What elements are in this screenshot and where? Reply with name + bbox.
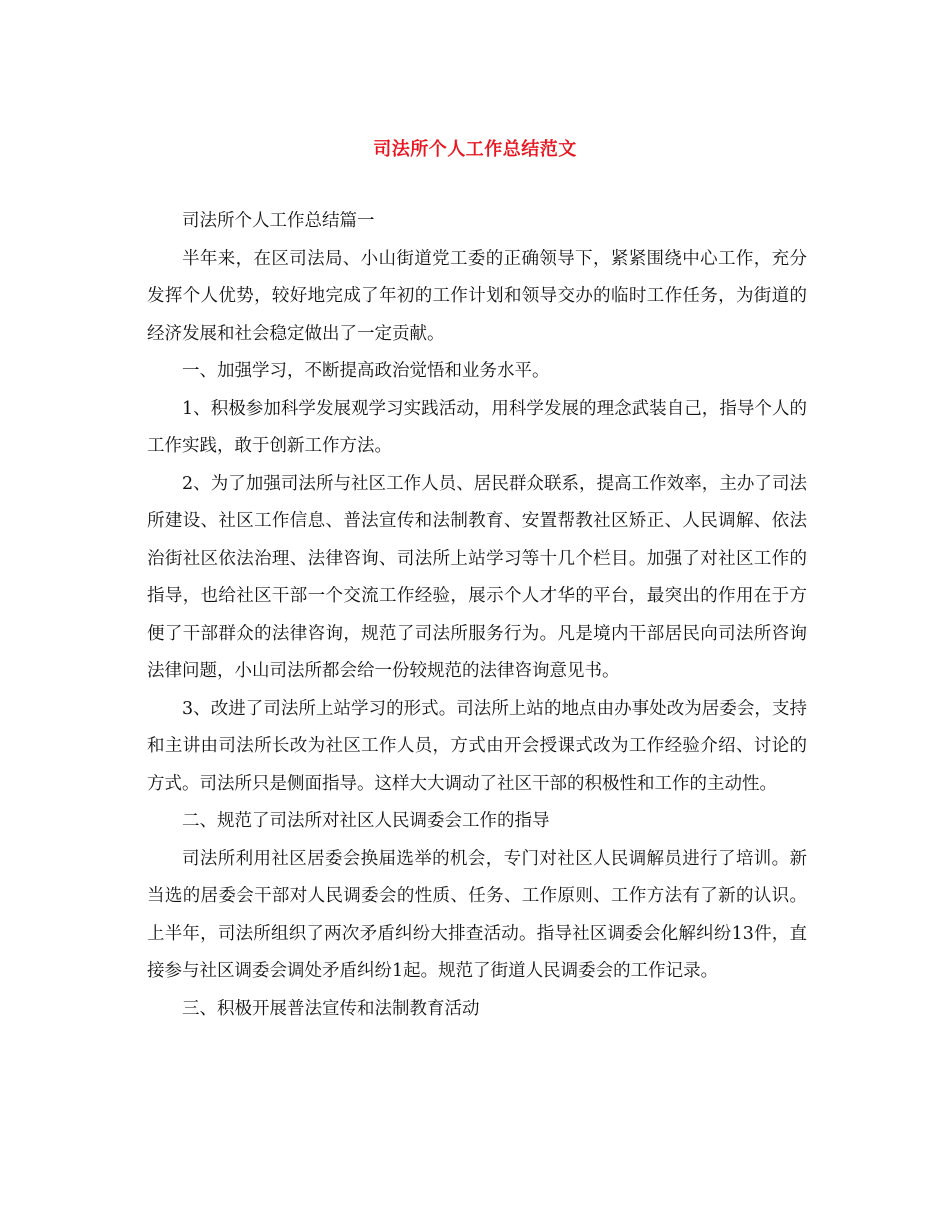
paragraph: 3、改进了司法所上站学习的形式。司法所上站的地点由办事处改为居委会，支持和主讲由司法所长改为社区工作人员，方式由开会授课式改为工作经验介绍、讨论的方式。司法所只是侧面指导。这样大大调动了社区干部的积极性和工作的主动性。 — [147, 698, 807, 794]
document-body — [147, 203, 807, 1028]
section-heading: 二、规范了司法所对社区人民调委会工作的指导 — [182, 811, 550, 831]
paragraph: 司法所利用社区居委会换届选举的机会，专门对社区人民调解员进行了培训。新当选的居委会干部对人民调委会的性质、任务、工作原则、工作方法有了新的认识。上半年，司法所组织了两次矛盾纠纷大排查活动。指导社区调委会化解纠纷13件，直接参与社区调委会调处矛盾纠纷1起。规范了街道人民调委会的工作记录。 — [147, 848, 807, 981]
paragraph: 1、积极参加科学发展观学习实践活动，用科学发展的理念武装自己，指导个人的工作实践，敢于创新工作方法。 — [147, 398, 807, 456]
section-heading: 一、加强学习，不断提高政治觉悟和业务水平。 — [182, 361, 550, 381]
document-title: 司法所个人工作总结范文 — [373, 139, 577, 160]
section-heading: 三、积极开展普法宣传和法制教育活动 — [182, 998, 480, 1019]
paragraph: 2、为了加强司法所与社区工作人员、居民群众联系，提高工作效率，主办了司法所建设、社区工作信息、普法宣传和法制教育、安置帮教社区矫正、人民调解、依法治街社区依法治理、法律咨询、司法所上站学习等十几个栏目。加强了对社区工作的指导，也给社区干部一个交流工作经验，展示个人才华的平台，最突出的作用在于方便了干部群众的法律咨询，规范了司法所服务行为。凡是境内干部居民向司法所咨询法律问题，小山司法所都会给一份较规范的法律咨询意见书。 — [147, 473, 807, 681]
section-heading: 司法所个人工作总结篇一 — [182, 211, 375, 231]
paragraph: 半年来，在区司法局、小山街道党工委的正确领导下，紧紧围绕中心工作，充分发挥个人优势，较好地完成了年初的工作计划和领导交办的临时工作任务，为街道的经济发展和社会稳定做出了一定贡献。 — [147, 248, 807, 344]
